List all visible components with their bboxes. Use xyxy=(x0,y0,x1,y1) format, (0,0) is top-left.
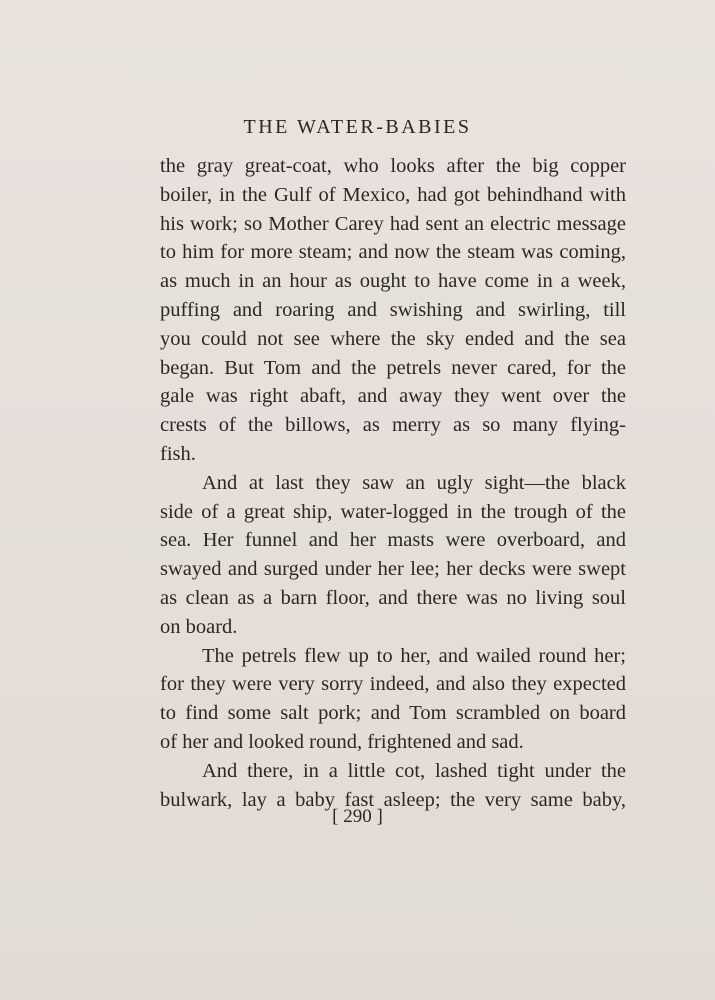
page-number: [ 290 ] xyxy=(332,806,383,827)
text-line: swayed and surged under her lee; her decks were swept xyxy=(160,558,626,581)
text-line: sea. Her funnel and her masts were overboard, and xyxy=(160,529,626,552)
paragraph-end-line: fish. xyxy=(160,442,196,465)
body-text xyxy=(160,152,626,814)
running-head: THE WATER-BABIES xyxy=(243,116,472,138)
text-line: as clean as a barn floor, and there was no living soul xyxy=(160,586,626,609)
paragraph-start-line: And at last they saw an ugly sight—the black xyxy=(202,471,626,494)
text-line: you could not see where the sky ended and the sea xyxy=(160,327,626,350)
text-line: side of a great ship, water-logged in the trough of the xyxy=(160,500,626,523)
text-line: puffing and roaring and swishing and swirling, till xyxy=(160,298,626,321)
text-line: crests of the billows, as merry as so many flying- xyxy=(160,414,626,437)
paragraph-start-line: And there, in a little cot, lashed tight under the xyxy=(202,759,626,782)
paragraph-start-line: The petrels flew up to her, and wailed round her; xyxy=(202,644,626,667)
text-line: boiler, in the Gulf of Mexico, had got behindhand with xyxy=(160,183,626,206)
text-line: the gray great-coat, who looks after the big copper xyxy=(160,155,626,177)
text-line: began. But Tom and the petrels never cared, for the xyxy=(160,356,626,379)
text-line: bulwark, lay a baby fast asleep; the very same baby, xyxy=(160,788,626,811)
paragraph-end-line: on board. xyxy=(160,615,238,638)
paragraph-end-line: of her and looked round, frightened and sad. xyxy=(160,730,524,753)
text-line: to find some salt pork; and Tom scrambled on board xyxy=(160,702,626,725)
text-line: for they were very sorry indeed, and also they expected xyxy=(160,673,626,696)
text-line: his work; so Mother Carey had sent an electric message xyxy=(160,212,626,235)
text-line: gale was right abaft, and away they went over the xyxy=(160,385,626,408)
text-line: to him for more steam; and now the steam was coming, xyxy=(160,241,626,264)
text-line: as much in an hour as ought to have come in a week, xyxy=(160,270,626,293)
